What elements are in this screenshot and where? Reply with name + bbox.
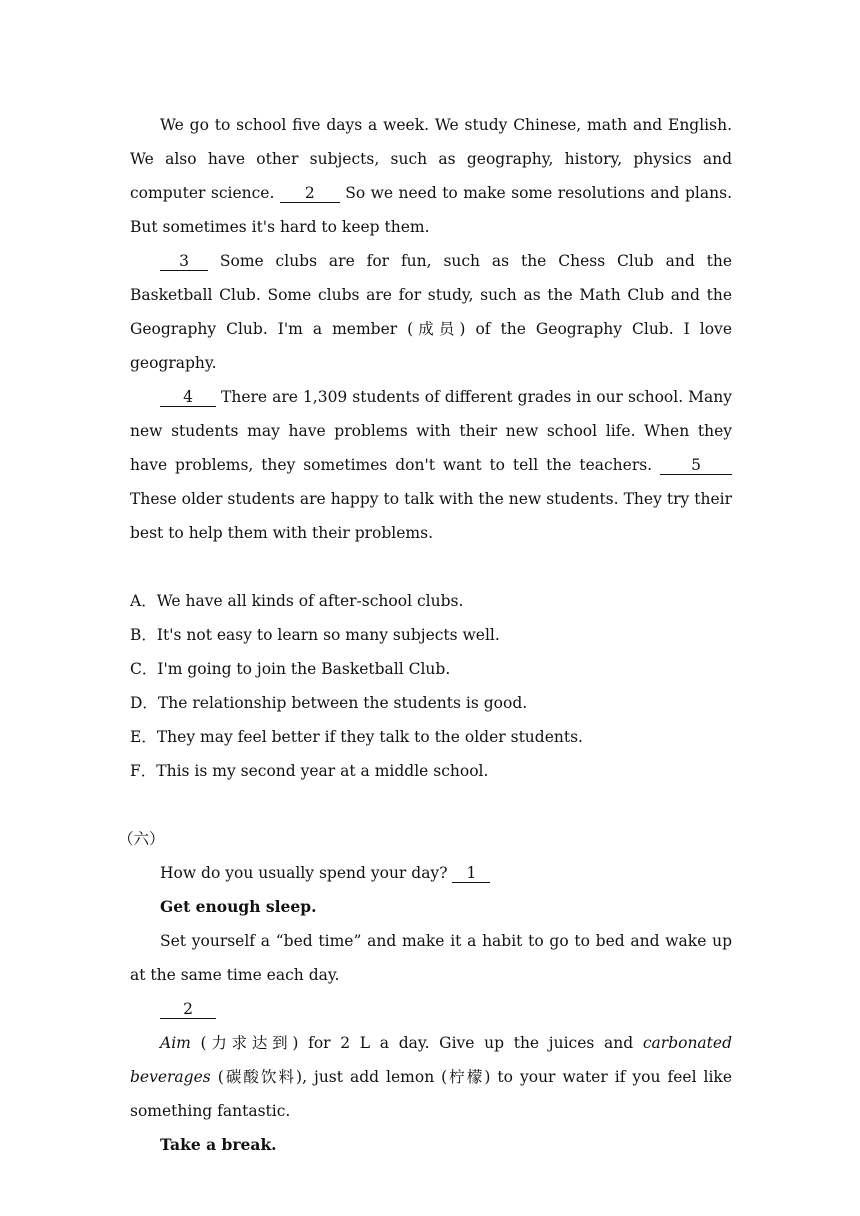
- option-item: C．I'm going to join the Basketball Club.: [130, 660, 451, 678]
- option-item: F．This is my second year at a middle school.: [130, 762, 489, 780]
- answer-blank-1[interactable]: 1: [452, 864, 490, 883]
- answer-blank-2b[interactable]: 2: [160, 1000, 216, 1019]
- answer-blank-2[interactable]: 2: [280, 184, 340, 203]
- heading-sleep: Get enough sleep.: [160, 897, 317, 916]
- paragraph-students: 4 There are 1,309 students of different grades in our school. Many new students may have problems with their new school life. When they have problems, they sometimes don't want to tell the teachers. 5 These older students are happy to talk with the new students. They try their best to help them with their problems.: [130, 388, 732, 542]
- option-item: A．We have all kinds of after-school clubs.: [130, 592, 464, 610]
- spacer: [130, 550, 732, 584]
- answer-blank-3[interactable]: 3: [160, 252, 208, 271]
- paragraph-sleep: Set yourself a “bed time” and make it a habit to go to bed and wake up at the same time each day.: [130, 932, 732, 984]
- paragraph-intro: How do you usually spend your day? 1: [130, 856, 732, 890]
- option-item: D．The relationship between the students is good.: [130, 694, 528, 712]
- section-label: （六）: [118, 830, 165, 848]
- answer-blank-5[interactable]: 5: [660, 456, 732, 475]
- paragraph-water: Aim (力求达到) for 2 L a day. Give up the juices and carbonated beverages (碳酸饮料), just add lemon (柠檬) to your water if you feel like something fantastic.: [130, 1034, 732, 1120]
- blank-line-2: [130, 992, 732, 1026]
- answer-blank-4[interactable]: 4: [160, 388, 216, 407]
- option-item: E．They may feel better if they talk to the older students.: [130, 728, 583, 746]
- option-item: B．It's not easy to learn so many subjects well.: [130, 626, 500, 644]
- heading-break: Take a break.: [160, 1135, 277, 1154]
- spacer: [130, 788, 732, 822]
- option-list: [130, 584, 732, 788]
- paragraph-clubs: 3 Some clubs are for fun, such as the Chess Club and the Basketball Club. Some clubs are for study, such as the Math Club and the Geography Club. I'm a member (成员) of the Geography Club. I love geography.: [130, 252, 732, 372]
- paragraph-subjects: We go to school five days a week. We study Chinese, math and English. We also have other subjects, such as geography, history, physics and computer science. 2 So we need to make some resolutions and plans. But sometimes it's hard to keep them.: [130, 116, 732, 236]
